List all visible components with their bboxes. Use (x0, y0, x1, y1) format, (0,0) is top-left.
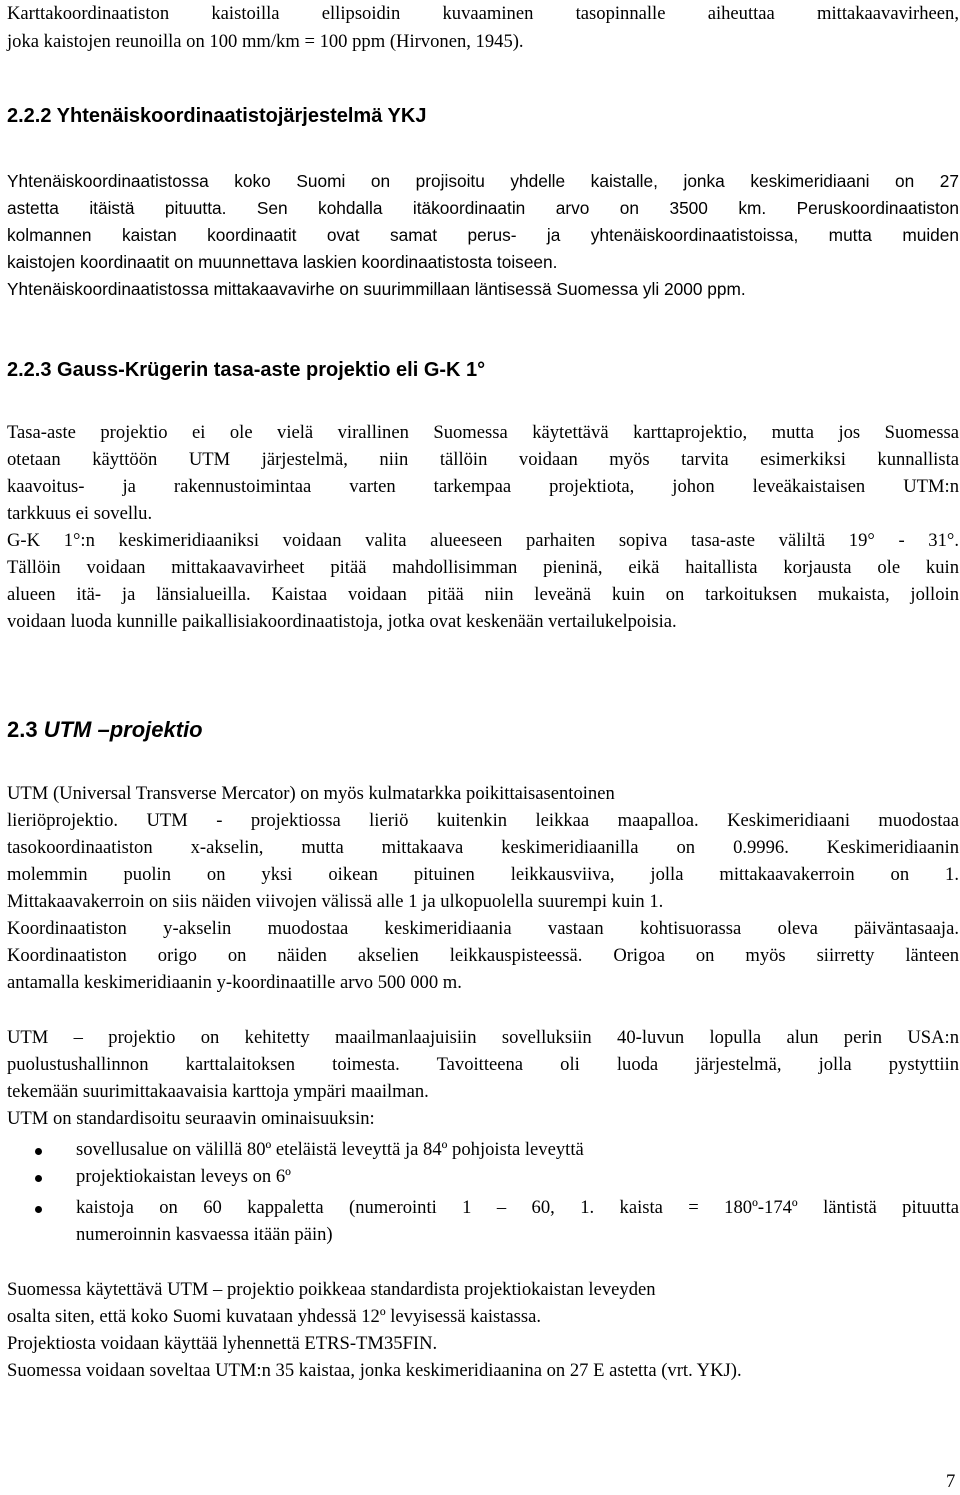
section-heading-ykj: 2.2.2 Yhtenäiskoordinaatistojärjestelmä YKJ (7, 105, 427, 127)
paragraph-line: UTM (Universal Transverse Mercator) on myös kulmatarkka poikittaisasentoinen (7, 783, 615, 804)
paragraph-line: Tällöin voidaan mittakaavavirheet pitää mahdollisimman pieninä, eikä haitallista korjausta ole kuin (7, 557, 959, 578)
list-item: sovellusalue on välillä 80º eteläistä leveyttä ja 84º pohjoista leveyttä (76, 1139, 584, 1160)
paragraph-line: tekemään suurimittakaavaisia karttoja ympäri maailman. (7, 1081, 429, 1102)
paragraph-line: kaistojen koordinaatit on muunnettava laskien koordinaatistosta toiseen. (7, 252, 558, 272)
bullet-icon (35, 1206, 42, 1213)
section-heading-utm (7, 719, 203, 741)
paragraph-line: molemmin puolin on yksi oikean pituinen leikkausviiva, jolla mittakaavakerroin on 1. (7, 864, 959, 885)
paragraph-line: Suomessa voidaan soveltaa UTM:n 35 kaistaa, jonka keskimeridiaanina on 27 E astetta (vrt. YKJ). (7, 1360, 742, 1381)
list-item: projektiokaistan leveys on 6º (76, 1166, 291, 1187)
section-title: UTM –projektio (43, 717, 203, 742)
paragraph-line: otetaan käyttöön UTM järjestelmä, niin tällöin voidaan myös tarvita esimerkiksi kunnallista (7, 449, 959, 470)
paragraph-line: UTM on standardisoitu seuraavin ominaisuuksin: (7, 1108, 375, 1129)
list-item: kaistoja on 60 kappaletta (numerointi 1 – 60, 1. kaista = 180º-174º läntistä pituutta (76, 1197, 959, 1218)
paragraph-line: antamalla keskimeridiaanin y-koordinaatille arvo 500 000 m. (7, 972, 462, 993)
paragraph-line: kolmannen kaistan koordinaatit ovat samat perus- ja yhtenäiskoordinaatistoissa, mutta muiden (7, 225, 959, 245)
paragraph-line: alueen itä- ja länsialueilla. Kaistaa voidaan pitää niin leveänä kuin on tarkoituksen mukaista, jolloin (7, 584, 959, 605)
paragraph-line: Tasa-aste projektio ei ole vielä virallinen Suomessa käytettävä karttaprojektio, mutta jos Suomessa (7, 422, 959, 443)
bullet-icon (35, 1175, 42, 1182)
paragraph-line: G-K 1°:n keskimeridiaaniksi voidaan valita alueeseen parhaiten sopiva tasa-aste väliltä 19° - 31°. (7, 530, 959, 551)
paragraph-line: Mittakaavakerroin on siis näiden viivojen välissä alle 1 ja ulkopuolella suurempi kuin 1. (7, 891, 664, 912)
paragraph-line: Yhtenäiskoordinaatistossa koko Suomi on projisoitu yhdelle kaistalle, jonka keskimeridiaani on 27 (7, 171, 959, 191)
list-item-continuation: numeroinnin kasvaessa itään päin) (76, 1224, 333, 1245)
section-heading-gk: 2.2.3 Gauss-Krügerin tasa-aste projektio eli G-K 1° (7, 359, 486, 381)
paragraph-line: puolustushallinnon karttalaitoksen toimesta. Tavoitteena oli luoda järjestelmä, jolla pystyttiin (7, 1054, 959, 1075)
paragraph-line: lieriöprojektio. UTM - projektiossa lieriö kuitenkin leikkaa maapalloa. Keskimeridiaani muodostaa (7, 810, 959, 831)
page-number: 7 (946, 1471, 956, 1492)
paragraph-line: Koordinaatiston origo on näiden akselien leikkauspisteessä. Origoa on myös siirretty länteen (7, 945, 959, 966)
paragraph-line: osalta siten, että koko Suomi kuvataan yhdessä 12º levyisessä kaistassa. (7, 1306, 542, 1327)
paragraph-line: UTM – projektio on kehitetty maailmanlaajuisiin sovelluksiin 40-luvun lopulla alun perin USA:n (7, 1027, 959, 1048)
paragraph-line: kaavoitus- ja rakennustoimintaa varten tarkempaa projektiota, johon leveäkaistaisen UTM:n (7, 476, 959, 497)
paragraph-line: Koordinaatiston y-akselin muodostaa keskimeridiaania vastaan kohtisuorassa oleva päiväntasaaja. (7, 918, 959, 939)
intro-line: Karttakoordinaatiston kaistoilla ellipsoidin kuvaaminen tasopinnalle aiheuttaa mittakaavavirheen, (7, 3, 959, 24)
paragraph-line: tasokoordinaatiston x-akselin, mutta mittakaava keskimeridiaanilla on 0.9996. Keskimeridiaanin (7, 837, 959, 858)
paragraph-line: Projektiosta voidaan käyttää lyhennettä ETRS-TM35FIN. (7, 1333, 438, 1354)
intro-line: joka kaistojen reunoilla on 100 mm/km = 100 ppm (Hirvonen, 1945). (7, 31, 524, 52)
paragraph-line: tarkkuus ei sovellu. (7, 503, 153, 524)
section-number: 2.3 (7, 717, 38, 742)
paragraph-line: voidaan luoda kunnille paikallisiakoordinaatistoja, jotka ovat keskenään vertailukelpoisia. (7, 611, 677, 632)
paragraph-line: astetta itäistä pituutta. Sen kohdalla itäkoordinaatin arvo on 3500 km. Peruskoordinaatiston (7, 198, 959, 218)
paragraph-line: Suomessa käytettävä UTM – projektio poikkeaa standardista projektiokaistan leveyden (7, 1279, 656, 1300)
bullet-icon (35, 1148, 42, 1155)
paragraph-line: Yhtenäiskoordinaatistossa mittakaavavirhe on suurimmillaan läntisessä Suomessa yli 2000 ppm. (7, 279, 746, 299)
